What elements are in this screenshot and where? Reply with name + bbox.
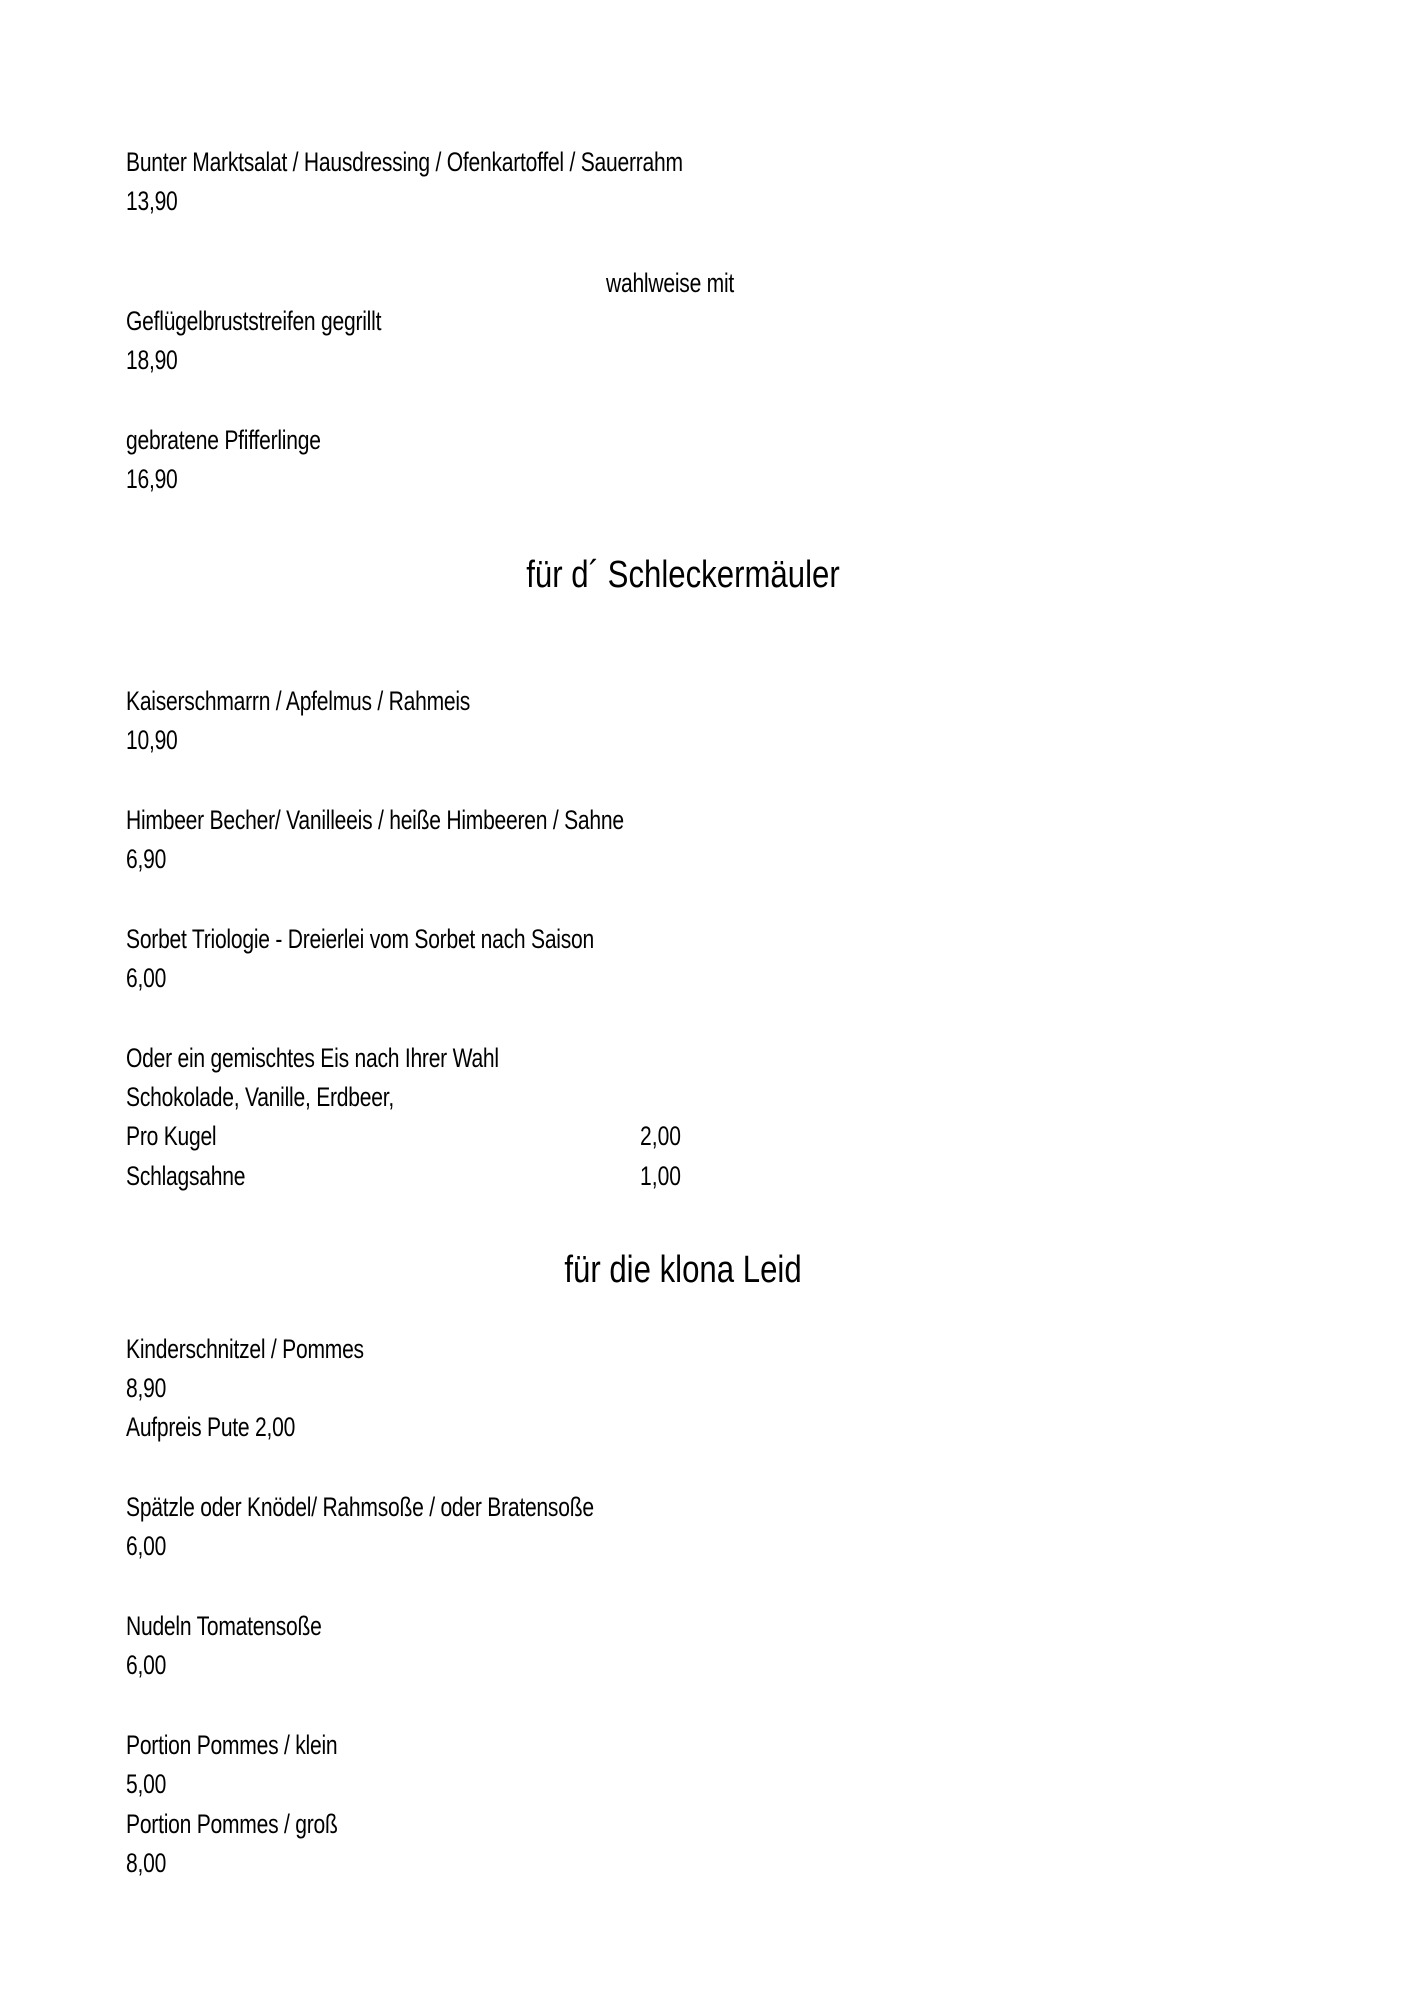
kids-heading: für die klona Leid (564, 1249, 802, 1291)
menu-item-name: Sorbet Triologie - Dreierlei vom Sorbet nach Saison (126, 924, 594, 954)
option-price: 16,90 (126, 464, 178, 494)
menu-item-name: Portion Pommes / groß (126, 1809, 338, 1839)
desserts-heading: für d´ Schleckermäuler (526, 554, 840, 596)
ice-line1: Oder ein gemischtes Eis nach Ihrer Wahl (126, 1043, 499, 1073)
menu-item-name: Kaiserschmarrn / Apfelmus / Rahmeis (126, 686, 471, 716)
menu-item-price: 6,00 (126, 963, 167, 993)
menu-item-name: Portion Pommes / klein (126, 1730, 338, 1760)
menu-item-price: 8,00 (126, 1848, 167, 1878)
option-name: gebratene Pfifferlinge (126, 425, 321, 455)
option-price: 18,90 (126, 345, 178, 375)
menu-item-extra: Aufpreis Pute 2,00 (126, 1412, 296, 1442)
menu-item-price: 8,90 (126, 1373, 167, 1403)
salad-option-label: wahlweise mit (606, 268, 735, 298)
salad-name: Bunter Marktsalat / Hausdressing / Ofenkartoffel / Sauerrahm (126, 147, 683, 177)
ice-line2: Schokolade, Vanille, Erdbeer, (126, 1082, 394, 1112)
ice-cream-price: 1,00 (640, 1161, 681, 1191)
menu-item-name: Spätzle oder Knödel/ Rahmsoße / oder Bratensoße (126, 1492, 594, 1522)
ice-cream-label: Schlagsahne (126, 1161, 246, 1191)
menu-item-name: Nudeln Tomatensoße (126, 1611, 322, 1641)
menu-item-price: 6,90 (126, 844, 167, 874)
menu-item-name: Kinderschnitzel / Pommes (126, 1334, 364, 1364)
menu-item-price: 6,00 (126, 1650, 167, 1680)
menu-item-name: Himbeer Becher/ Vanilleeis / heiße Himbeeren / Sahne (126, 805, 624, 835)
menu-item-price: 10,90 (126, 725, 178, 755)
ice-scoop-price: 2,00 (640, 1121, 681, 1151)
salad-price: 13,90 (126, 186, 178, 216)
option-name: Geflügelbruststreifen gegrillt (126, 306, 382, 336)
ice-scoop-label: Pro Kugel (126, 1121, 217, 1151)
menu-item-price: 6,00 (126, 1531, 167, 1561)
menu-item-price: 5,00 (126, 1769, 167, 1799)
